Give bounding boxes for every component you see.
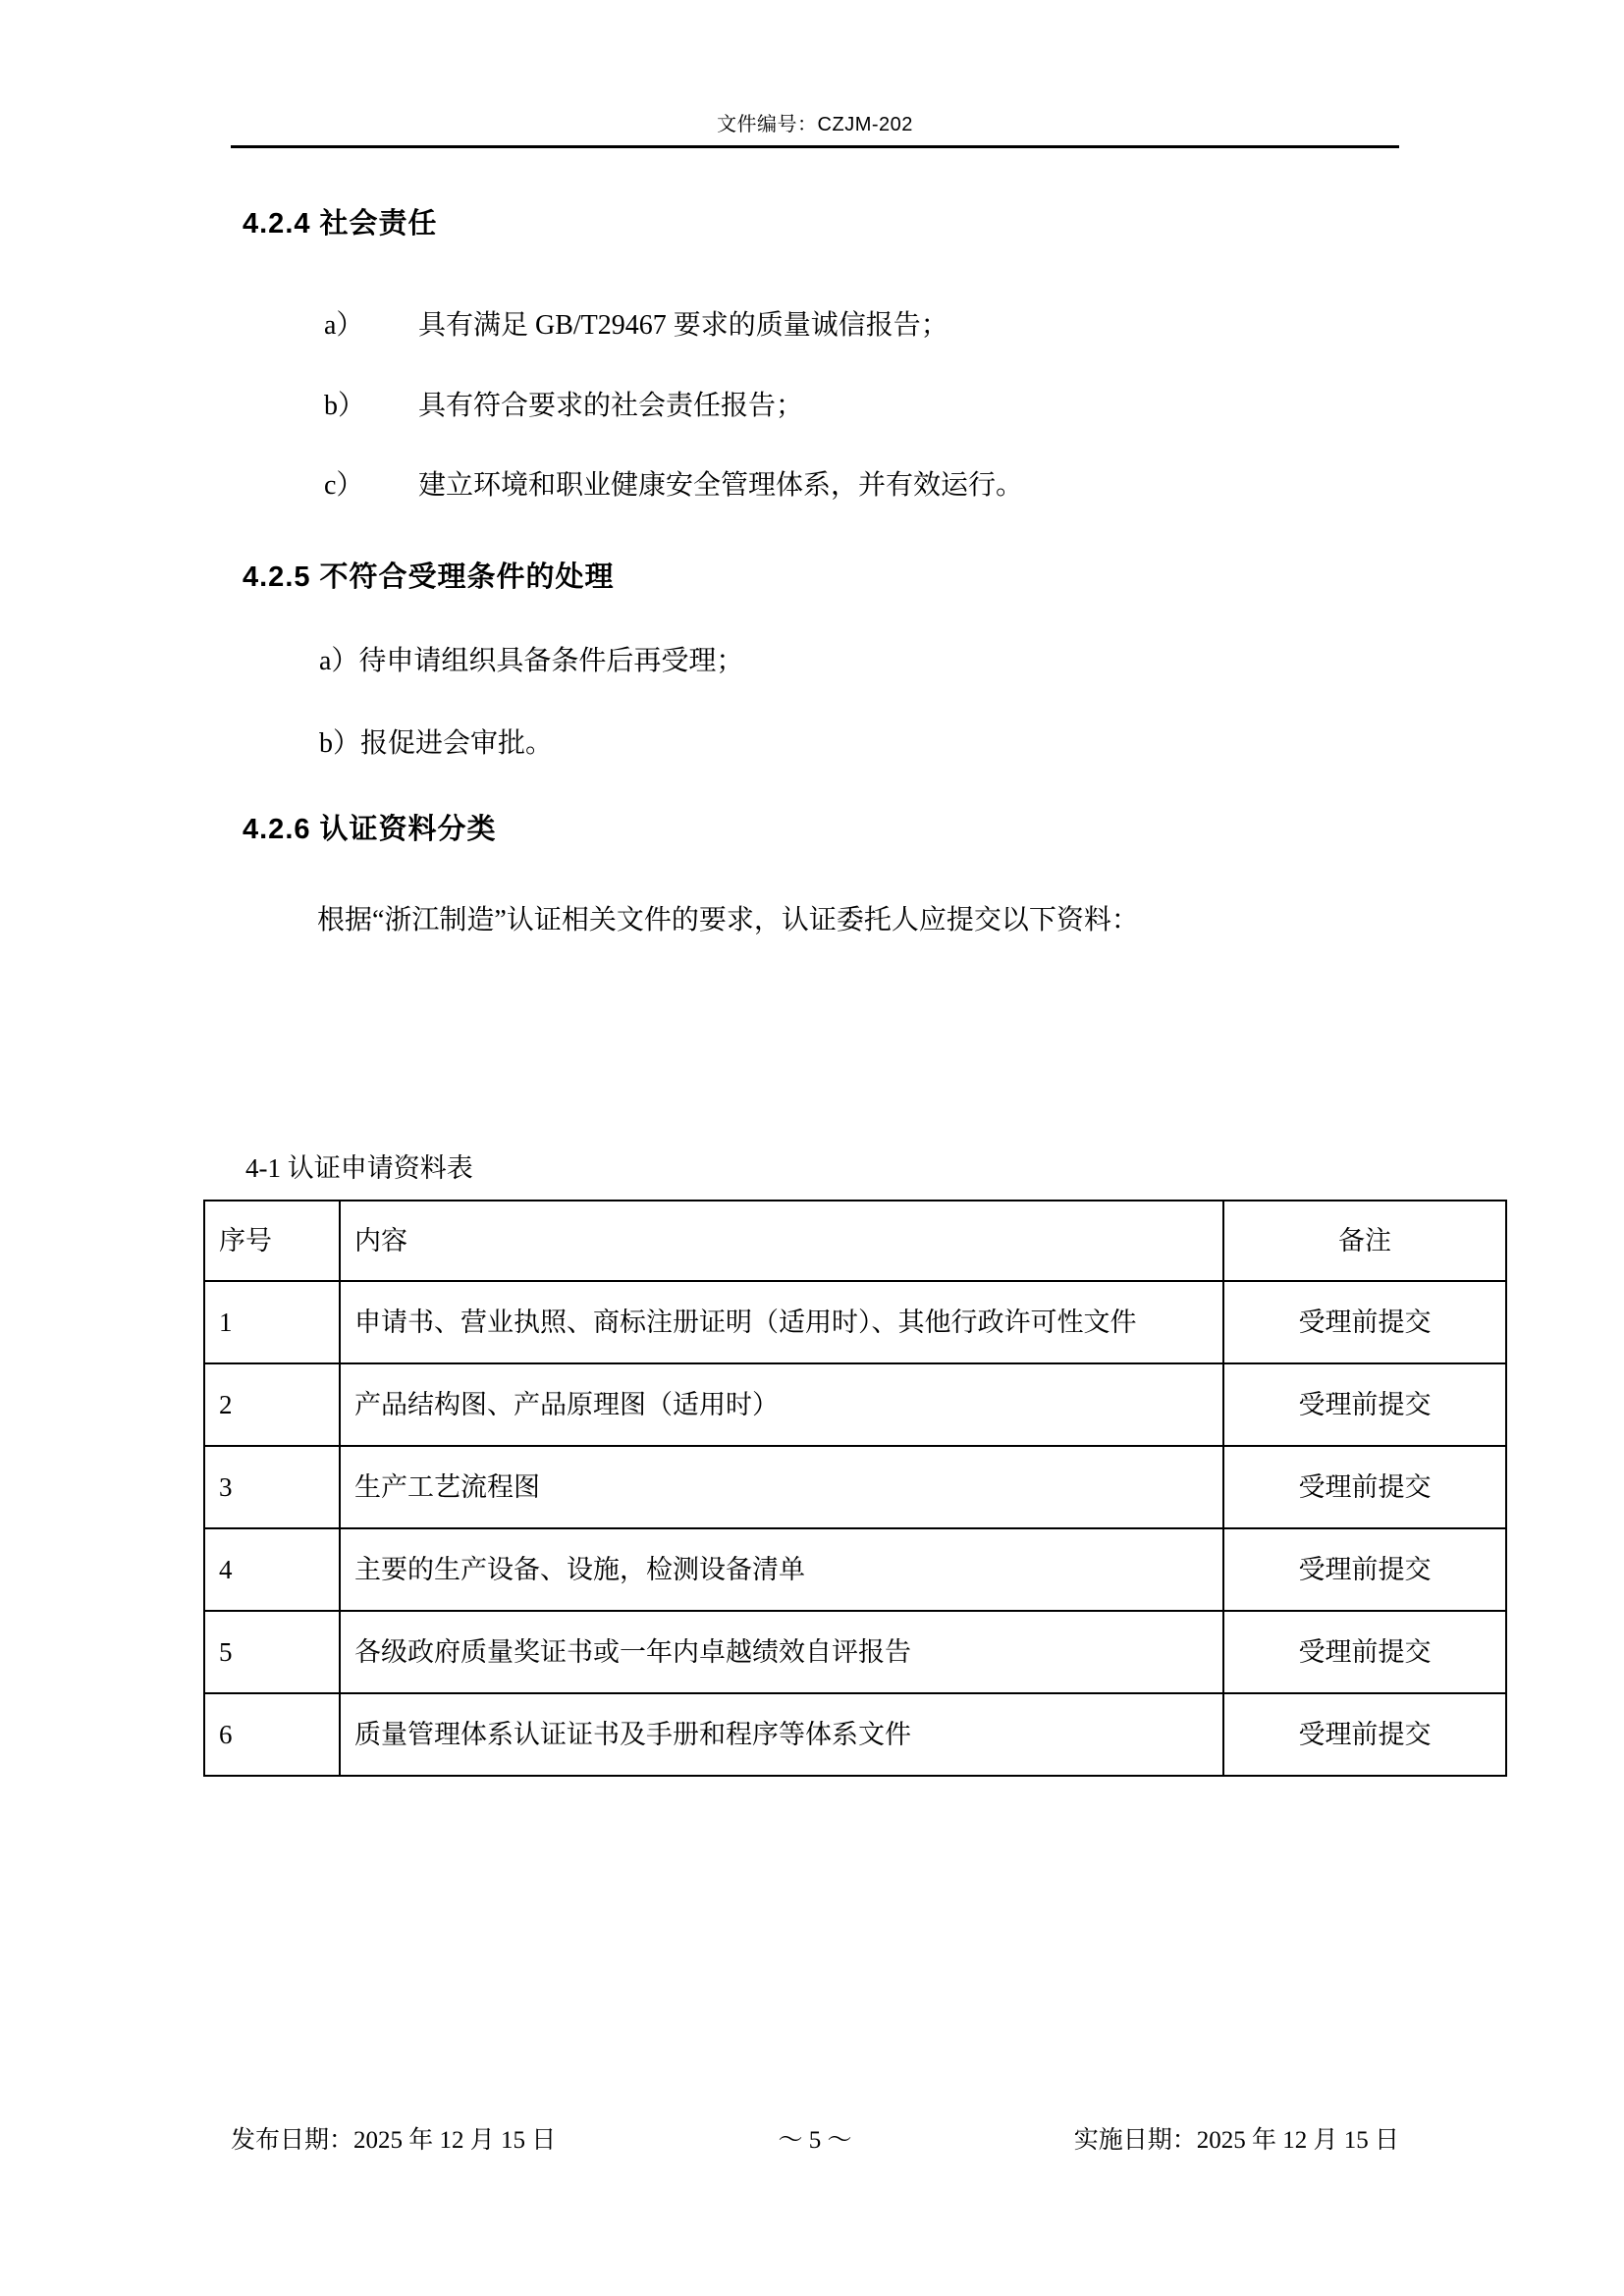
cell-content: 产品结构图、产品原理图（适用时）: [340, 1363, 1223, 1446]
section-paragraph: 根据“浙江制造”认证相关文件的要求，认证委托人应提交以下资料：: [317, 905, 1139, 935]
list-item: [324, 472, 1023, 500]
page-header: [231, 108, 1399, 136]
table-header-row: [204, 1201, 1506, 1281]
table-row: [204, 1281, 1506, 1363]
header-divider: [231, 145, 1399, 148]
table-row: [204, 1611, 1506, 1693]
footer-issue-date: 发布日期：2025 年 12 月 15 日: [231, 2127, 557, 2154]
cell-no: 5: [204, 1611, 340, 1693]
footer-page-number: ～ 5 ～: [778, 2127, 852, 2154]
table-row: [204, 1693, 1506, 1776]
list-item-text: 具有满足 GB/T29467 要求的质量诚信报告；: [418, 310, 948, 341]
table-row: [204, 1446, 1506, 1528]
cell-content: 生产工艺流程图: [340, 1446, 1223, 1528]
cell-remark: 受理前提交: [1223, 1693, 1506, 1776]
list-marker: a）: [324, 310, 364, 341]
list-item: a）待申请组织具备条件后再受理；: [319, 646, 744, 676]
cell-remark: 受理前提交: [1223, 1611, 1506, 1693]
table-caption: 4-1 认证申请资料表: [245, 1153, 473, 1183]
application-materials-table: [203, 1200, 1507, 1777]
section-heading-4-2-6: 4.2.6 认证资料分类: [243, 814, 497, 845]
list-item: b）报促进会审批。: [319, 728, 554, 759]
list-marker: b）: [324, 391, 366, 421]
column-header-remark: 备注: [1223, 1201, 1506, 1281]
section-heading-4-2-5: 4.2.5 不符合受理条件的处理: [243, 561, 615, 593]
cell-content: 主要的生产设备、设施，检测设备清单: [340, 1528, 1223, 1611]
cell-remark: 受理前提交: [1223, 1528, 1506, 1611]
cell-remark: 受理前提交: [1223, 1281, 1506, 1363]
cell-no: 2: [204, 1363, 340, 1446]
list-item: [324, 393, 803, 420]
cell-no: 6: [204, 1693, 340, 1776]
cell-no: 3: [204, 1446, 340, 1528]
list-item: [324, 312, 948, 340]
column-header-no: 序号: [204, 1201, 340, 1281]
section-heading-4-2-4: 4.2.4 社会责任: [243, 208, 438, 240]
cell-remark: 受理前提交: [1223, 1363, 1506, 1446]
list-item-text: 具有符合要求的社会责任报告；: [418, 391, 804, 421]
cell-content: 各级政府质量奖证书或一年内卓越绩效自评报告: [340, 1611, 1223, 1693]
cell-no: 4: [204, 1528, 340, 1611]
list-item-text: 建立环境和职业健康安全管理体系，并有效运行。: [418, 470, 1024, 501]
cell-remark: 受理前提交: [1223, 1446, 1506, 1528]
cell-content: 质量管理体系认证证书及手册和程序等体系文件: [340, 1693, 1223, 1776]
document-number: 文件编号：CZJM-202: [717, 114, 913, 135]
table-row: [204, 1528, 1506, 1611]
footer-effective-date: 实施日期：2025 年 12 月 15 日: [1073, 2127, 1399, 2154]
column-header-content: 内容: [340, 1201, 1223, 1281]
table-row: [204, 1363, 1506, 1446]
cell-no: 1: [204, 1281, 340, 1363]
list-marker: c）: [324, 470, 364, 501]
cell-content: 申请书、营业执照、商标注册证明（适用时）、其他行政许可性文件: [340, 1281, 1223, 1363]
